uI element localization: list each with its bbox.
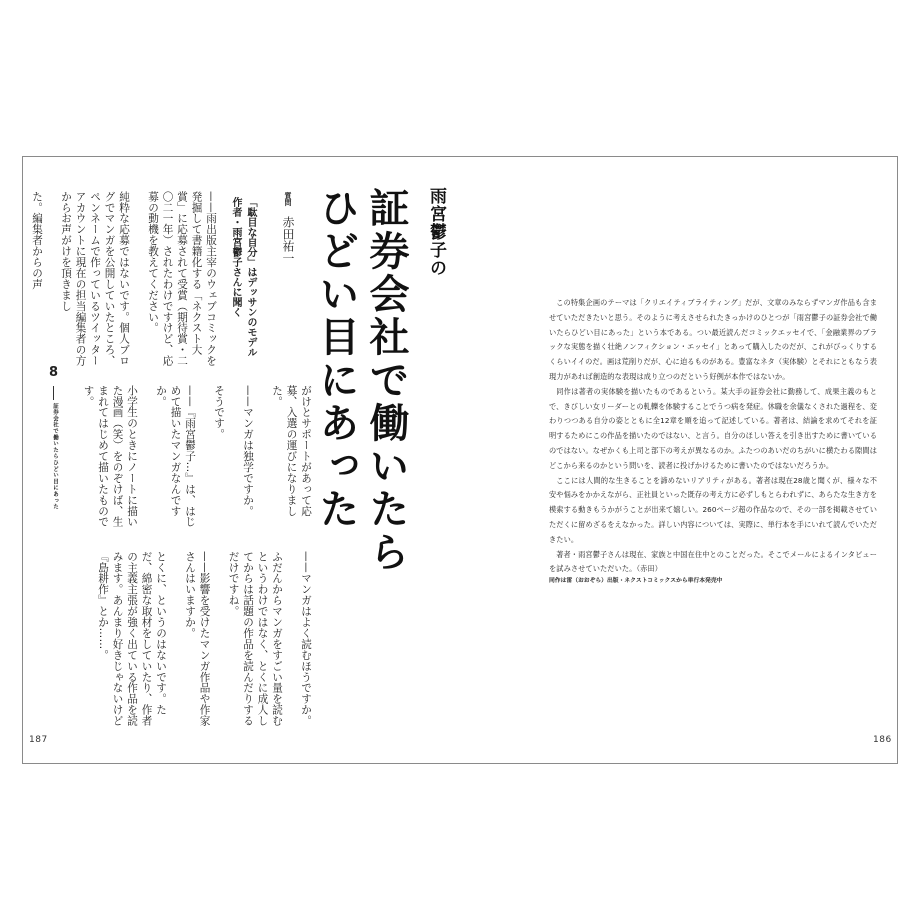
- publication-credit: 同作は雷（おおぞら）出版・ネクストコミックスから単行本発売中: [549, 578, 723, 584]
- interview-paragraph: ——雨出版主宰のウェブコミックを発掘して書籍化する「ネクスト大賞」に応募されて受賞（期待賞・二〇二一年）されたわけですけど、応募の動機を教えてください。: [147, 191, 217, 367]
- interview-answer: とくに、というのはないです。ただ、綿密な取材をしていたり、作者の主義主張が強く出ている作品を読みます。あんまり好きじゃないけど『島耕作』とか……。: [97, 551, 167, 727]
- prose-paragraph: 同作は著者の実体験を描いたものであるという。某大手の証券会社に勤務して、成果主義のもとで、きびしい女リーダーとの軋轢を体験することでうつ病を発症。休職を余儀なくされた過程を、変わりつつある自分の姿とともに全12章を順を追って記述している。著者は、結論を求めてそれを証明するためにこの作品を描いたのではない、と言う。自分のほしい答えを引き出すために書いているのではない。なぜかくも上司と部下の考えが異なるのか。ふたつのあいだのちがいに横たわる隙間はどこから来るのかという問いを、読者に投げかけるために書いたのではないだろうか。: [549, 386, 877, 470]
- lead-line1: 「駄目な自分」はデッサンのモデル: [245, 197, 256, 357]
- interview-question: ——影響を受けたマンガ作品や作家さんはいますか。: [184, 551, 211, 727]
- chapter-number: 8: [49, 365, 59, 380]
- byline: [281, 192, 295, 312]
- interview-column-2: [73, 385, 313, 535]
- lead: [228, 197, 258, 357]
- prose-paragraph: この特集企画のテーマは「クリエイティブライティング」だが、文章のみならずマンガ作品も含ませていただきたいと思う。そのように考えさせられたきっかけのひとつが「雨宮鬱子の証券会社で働いたらひどい目にあった」という本である。つい最近読んだコミックエッセイで、「金融業界のブラックな実態を描く壮絶ノンフィクション・エッセイ」とあって購入したのだが、これがびっくりするくらいイイのだ。画は荒削りだが、心に迫るものがある。豊富なネタ（実体験）とそれにともなう表現力があれば創造的な表現は成り立つのだという好例が本作ではないか。: [549, 298, 877, 381]
- article-title-line2: ひどい目にあった: [313, 187, 359, 531]
- interview-question: ——マンガは独学ですか。: [242, 385, 254, 517]
- prose-paragraph: 著者・雨宮鬱子さんは現在、家族と中国在住中とのことだった。そこでメールによるインタビューを試みさせていただいた。（赤田）: [549, 549, 877, 574]
- interview-column-1: [31, 191, 218, 371]
- interview-paragraph: がけとサポートがあって応募、入選の運びになりました。: [271, 385, 312, 517]
- article-title-line1: 証券会社で働いたら: [363, 187, 409, 574]
- interview-answer: ふだんからマンガをすごい量を読むというわけではなく、とくに成人してからは話題の作品を読んだりするだけですね。: [227, 551, 283, 727]
- page-number-right: 186: [873, 735, 892, 745]
- byline-name: 赤田祐一: [281, 215, 295, 264]
- prose-paragraph: ここには人間的な生きることを諦めないリアリティがある。著者は現在28歳と聞くが、様々な不安や悩みをかかえながら、正社員といった既存の考え方に必ずしもとらわれずに、あらたな生き方を模索する動きもうかがうことが出来て嬉しい。260ページ超の作品なので、その一部を掲載させていただくに留めざるをえなかった。詳しい内容については、実際に、単行本を手にいれて読んでいただきたい。: [549, 475, 877, 544]
- chapter-title: 証券会社で働いたらひどい目にあった: [52, 403, 58, 511]
- article-title-sub: 雨宮鬱子の: [426, 187, 446, 277]
- interview-column-3: [73, 551, 313, 731]
- interview-question: ——『雨宮鬱子…』は、はじめて描いたマンガなんですか。: [155, 385, 196, 528]
- chapter-rule: [53, 386, 54, 400]
- interview-question: ——マンガはよく読むほうですか。: [300, 551, 312, 727]
- magazine-spread: [22, 156, 898, 764]
- intro-prose: [549, 296, 877, 577]
- interview-paragraph: た。編集者からの声: [31, 191, 43, 290]
- interview-paragraph: 純粋な応募ではないです。個人ブログでマンガを公開していたところ、ペンネームで作っているツイッターアカウントに現在の担当編集者の方からお声がけを頂きまし: [60, 191, 130, 367]
- byline-role: 質問: [284, 192, 292, 206]
- page-number-left: 187: [29, 735, 48, 745]
- interview-answer: そうです。: [213, 385, 225, 440]
- lead-line2: 作者・雨宮鬱子さんに聞く: [230, 197, 241, 317]
- article-title: [311, 187, 461, 617]
- interview-answer: 小学生のときにノートに描いた漫画（笑）をのぞけば、生まれてはじめて描いたものです。: [82, 385, 138, 528]
